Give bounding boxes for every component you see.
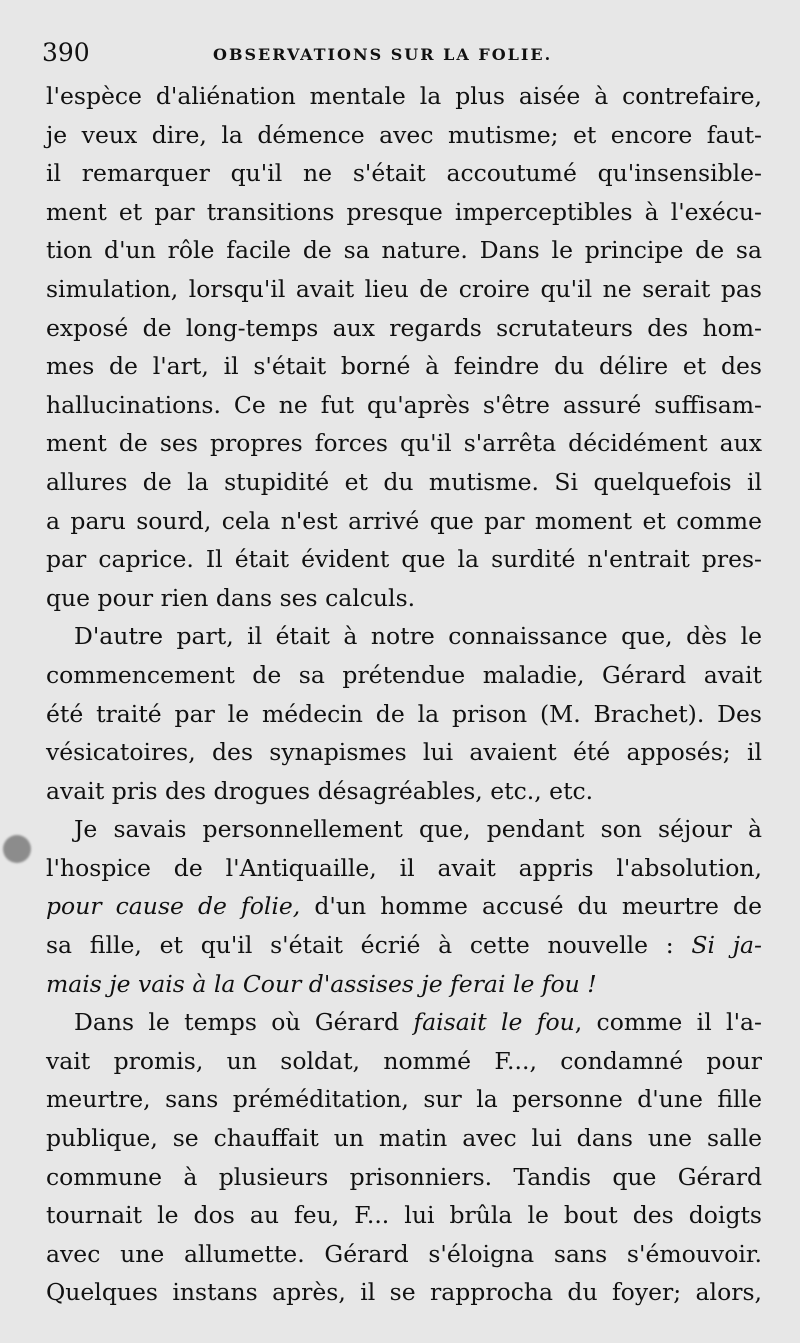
margin-stain bbox=[3, 835, 31, 863]
text-line: exposé de long-temps aux regards scrutateurs des hom- bbox=[46, 313, 762, 342]
text-line: Je savais personnellement que, pendant son séjour à bbox=[74, 815, 762, 844]
text-line: avec une allumette. Gérard s'éloigna sans s'émouvoir. bbox=[46, 1239, 762, 1268]
text-line: avait pris des drogues désagréables, etc., etc. bbox=[46, 776, 594, 805]
text-line: commune à plusieurs prisonniers. Tandis que Gérard bbox=[46, 1162, 762, 1191]
text-line: mais je vais à la Cour d'assises je ferai le fou ! bbox=[46, 969, 597, 998]
line-segment: sa fille, et qu'il s'était écrié à cette nouvelle : bbox=[46, 931, 674, 960]
body-text bbox=[46, 77, 762, 1312]
text-line bbox=[46, 1003, 762, 1042]
text-line: ment de ses propres forces qu'il s'arrêta décidément aux bbox=[46, 429, 762, 458]
text-line: tournait le dos au feu, F... lui brûla le bout des doigts bbox=[46, 1201, 762, 1230]
text-line: vésicatoires, des synapismes lui avaient été apposés; il bbox=[46, 738, 762, 767]
page-number: 390 bbox=[42, 38, 90, 67]
text-line bbox=[46, 926, 762, 965]
text-line: par caprice. Il était évident que la surdité n'entrait pres- bbox=[46, 545, 762, 574]
text-line: ment et par transitions presque imperceptibles à l'exécu- bbox=[46, 197, 762, 226]
line-segment: , comme il l'a- bbox=[574, 1008, 762, 1037]
line-segment: Dans le temps où Gérard bbox=[74, 1008, 400, 1037]
running-title: OBSERVATIONS SUR LA FOLIE. bbox=[213, 45, 553, 64]
text-line: a paru sourd, cela n'est arrivé que par moment et comme bbox=[46, 506, 762, 535]
text-line: tion d'un rôle facile de sa nature. Dans le principe de sa bbox=[46, 236, 762, 265]
text-line: publique, se chauffait un matin avec lui dans une salle bbox=[46, 1124, 762, 1153]
text-line: hallucinations. Ce ne fut qu'après s'être assuré suffisam- bbox=[46, 390, 762, 419]
text-line: il remarquer qu'il ne s'était accoutumé qu'insensible- bbox=[46, 159, 762, 188]
text-line: D'autre part, il était à notre connaissance que, dès le bbox=[74, 622, 762, 651]
text-line: été traité par le médecin de la prison (M. Brachet). Des bbox=[46, 699, 762, 728]
page-header bbox=[38, 38, 768, 74]
text-line: meurtre, sans préméditation, sur la personne d'une fille bbox=[46, 1085, 762, 1114]
text-line: simulation, lorsqu'il avait lieu de croire qu'il ne serait pas bbox=[46, 274, 762, 303]
text-line: vait promis, un soldat, nommé F..., condamné pour bbox=[46, 1046, 762, 1075]
text-line: Quelques instans après, il se rapprocha du foyer; alors, bbox=[46, 1278, 762, 1307]
text-line: je veux dire, la démence avec mutisme; et encore faut- bbox=[46, 120, 762, 149]
text-line: l'hospice de l'Antiquaille, il avait appris l'absolution, bbox=[46, 853, 762, 882]
line-segment: d'un homme accusé du meurtre de bbox=[314, 892, 762, 921]
italic-phrase: Si ja- bbox=[691, 931, 762, 960]
text-line: commencement de sa prétendue maladie, Gérard avait bbox=[46, 660, 762, 689]
italic-phrase: pour cause de folie, bbox=[46, 892, 301, 921]
text-line: que pour rien dans ses calculs. bbox=[46, 583, 416, 612]
text-line: allures de la stupidité et du mutisme. Si quelquefois il bbox=[46, 467, 762, 496]
italic-phrase: faisait le fou bbox=[413, 1008, 575, 1037]
text-line: mes de l'art, il s'était borné à feindre du délire et des bbox=[46, 352, 762, 381]
text-line: l'espèce d'aliénation mentale la plus aisée à contrefaire, bbox=[46, 82, 762, 110]
text-line bbox=[46, 887, 762, 926]
